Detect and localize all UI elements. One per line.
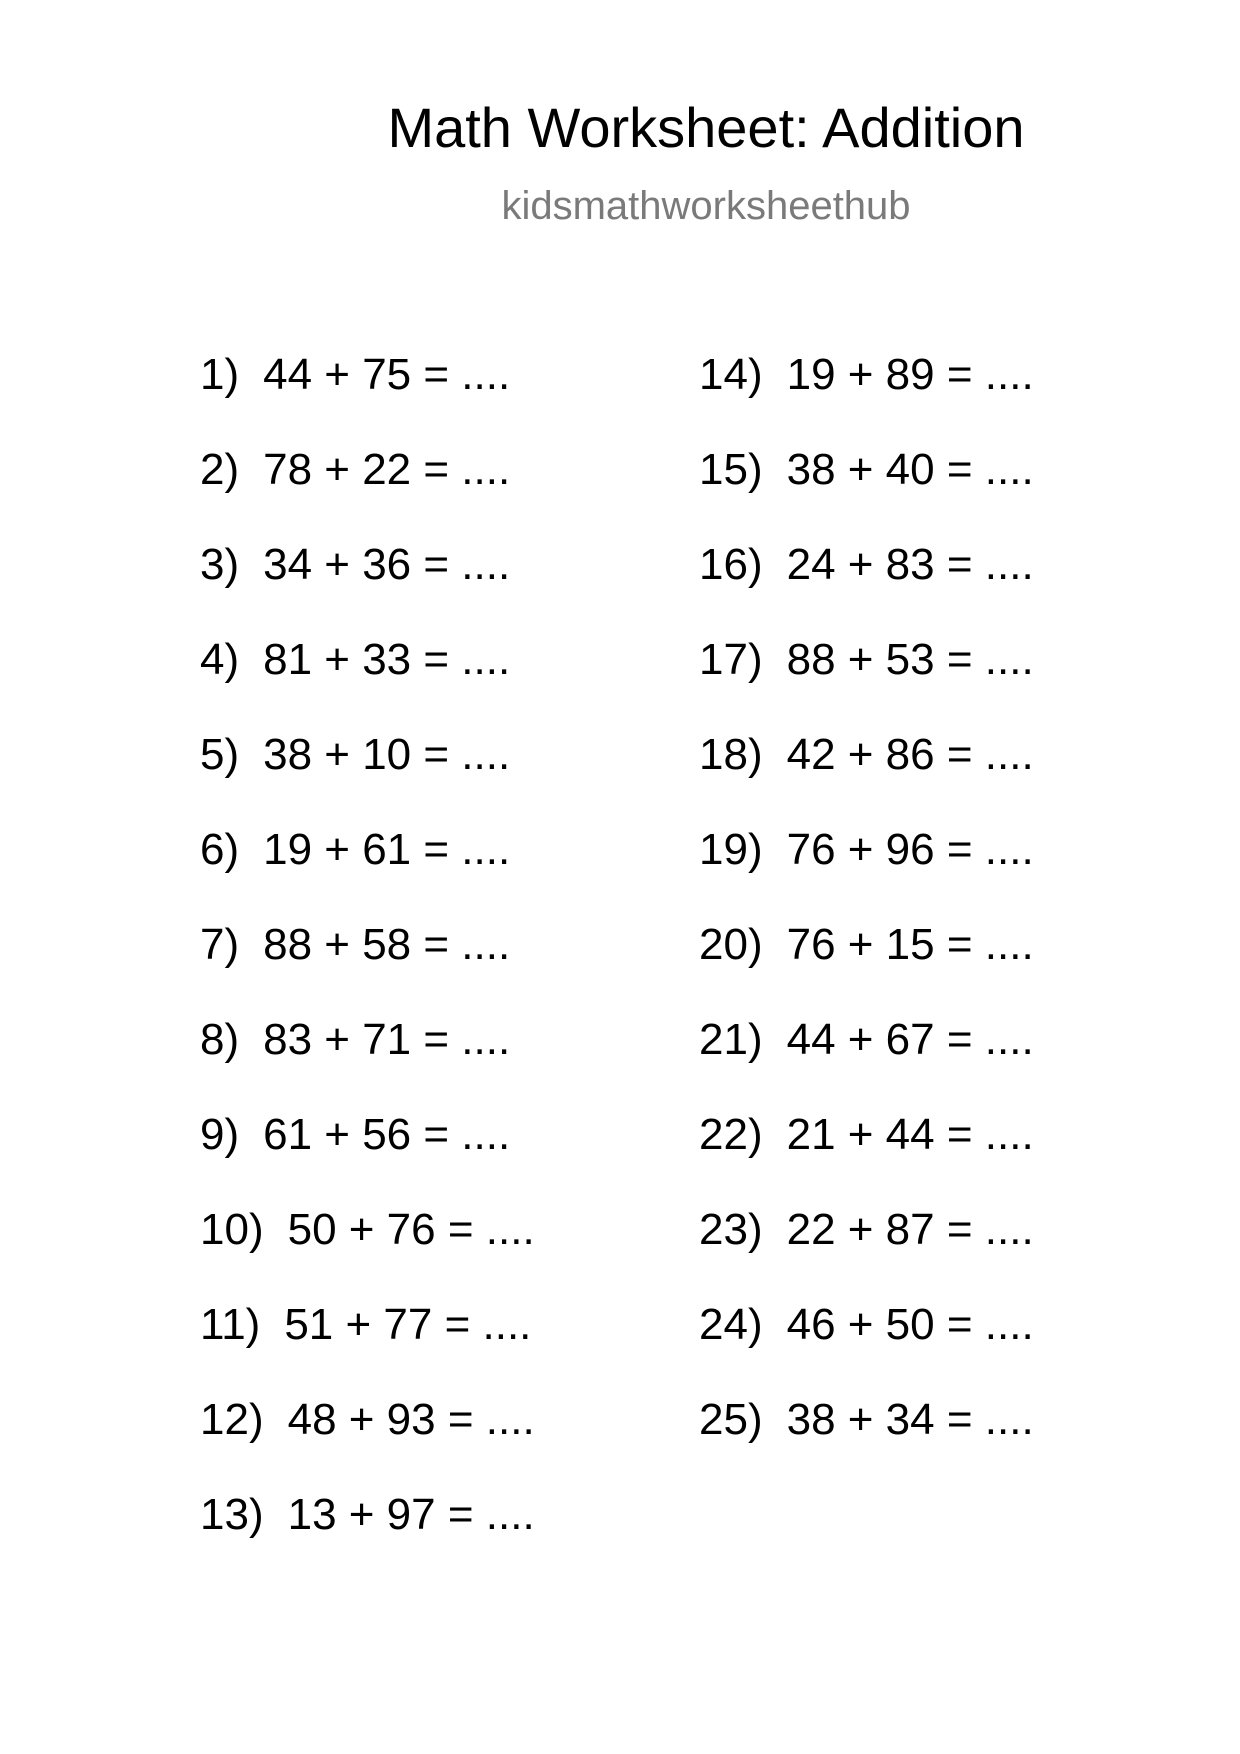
problem-number: 9)	[200, 1110, 240, 1159]
problem-expression: 22 + 87 = ....	[786, 1205, 1034, 1254]
problem-expression: 38 + 10 = ....	[263, 730, 511, 779]
problem-item	[200, 1490, 535, 1585]
problem-number: 20)	[699, 920, 763, 969]
problem-item	[699, 1300, 1034, 1395]
problem-item	[200, 825, 535, 920]
problem-number: 16)	[699, 540, 763, 589]
problem-number: 12)	[200, 1395, 264, 1444]
problem-number: 6)	[200, 825, 240, 874]
problem-item	[699, 1110, 1034, 1205]
problem-expression: 51 + 77 = ....	[284, 1300, 532, 1349]
problem-expression: 19 + 61 = ....	[263, 825, 511, 874]
problem-number: 14)	[699, 350, 763, 399]
problem-expression: 44 + 75 = ....	[263, 350, 511, 399]
problem-number: 8)	[200, 1015, 240, 1064]
problem-item	[200, 1300, 535, 1395]
problem-expression: 13 + 97 = ....	[287, 1490, 535, 1539]
problem-item	[699, 350, 1034, 445]
problem-number: 7)	[200, 920, 240, 969]
problem-item	[200, 540, 535, 635]
problem-item	[699, 1205, 1034, 1300]
problem-expression: 61 + 56 = ....	[263, 1110, 511, 1159]
site-name: kidsmathworksheethub	[501, 184, 911, 228]
problem-expression: 50 + 76 = ....	[287, 1205, 535, 1254]
problem-number: 13)	[200, 1490, 264, 1539]
problem-expression: 81 + 33 = ....	[263, 635, 511, 684]
problem-number: 4)	[200, 635, 240, 684]
problem-item	[699, 1395, 1034, 1490]
problem-item	[200, 1015, 535, 1110]
problem-item	[699, 445, 1034, 540]
problem-number: 24)	[699, 1300, 763, 1349]
problem-item	[699, 540, 1034, 635]
problem-item	[699, 635, 1034, 730]
problem-list-right	[699, 350, 1034, 1490]
problem-expression: 21 + 44 = ....	[786, 1110, 1034, 1159]
problem-expression: 19 + 89 = ....	[786, 350, 1034, 399]
problem-item	[200, 1395, 535, 1490]
problem-number: 1)	[200, 350, 240, 399]
problem-expression: 34 + 36 = ....	[263, 540, 511, 589]
problem-expression: 88 + 58 = ....	[263, 920, 511, 969]
problem-number: 22)	[699, 1110, 763, 1159]
problem-number: 19)	[699, 825, 763, 874]
problem-expression: 76 + 96 = ....	[786, 825, 1034, 874]
problem-list-left	[200, 350, 535, 1585]
problem-number: 2)	[200, 445, 240, 494]
problem-number: 17)	[699, 635, 763, 684]
problem-expression: 38 + 40 = ....	[786, 445, 1034, 494]
problem-number: 21)	[699, 1015, 763, 1064]
problem-item	[200, 635, 535, 730]
problem-expression: 44 + 67 = ....	[786, 1015, 1034, 1064]
problem-item	[699, 920, 1034, 1015]
problem-number: 15)	[699, 445, 763, 494]
problem-expression: 88 + 53 = ....	[786, 635, 1034, 684]
problem-item	[200, 445, 535, 540]
problem-item	[699, 825, 1034, 920]
problem-expression: 78 + 22 = ....	[263, 445, 511, 494]
problem-item	[200, 730, 535, 825]
problem-number: 3)	[200, 540, 240, 589]
problem-item	[200, 350, 535, 445]
problem-item	[699, 730, 1034, 825]
problem-item	[200, 1205, 535, 1300]
problem-item	[200, 920, 535, 1015]
problem-item	[699, 1015, 1034, 1110]
problem-expression: 48 + 93 = ....	[287, 1395, 535, 1444]
problem-number: 23)	[699, 1205, 763, 1254]
problem-expression: 38 + 34 = ....	[786, 1395, 1034, 1444]
problem-expression: 42 + 86 = ....	[786, 730, 1034, 779]
problem-number: 10)	[200, 1205, 264, 1254]
problem-number: 5)	[200, 730, 240, 779]
problem-expression: 83 + 71 = ....	[263, 1015, 511, 1064]
page-title: Math Worksheet: Addition	[387, 96, 1025, 159]
problem-expression: 24 + 83 = ....	[786, 540, 1034, 589]
problem-item	[200, 1110, 535, 1205]
problem-number: 25)	[699, 1395, 763, 1444]
problem-number: 11)	[200, 1300, 261, 1349]
problem-expression: 76 + 15 = ....	[786, 920, 1034, 969]
problem-number: 18)	[699, 730, 763, 779]
problem-expression: 46 + 50 = ....	[786, 1300, 1034, 1349]
